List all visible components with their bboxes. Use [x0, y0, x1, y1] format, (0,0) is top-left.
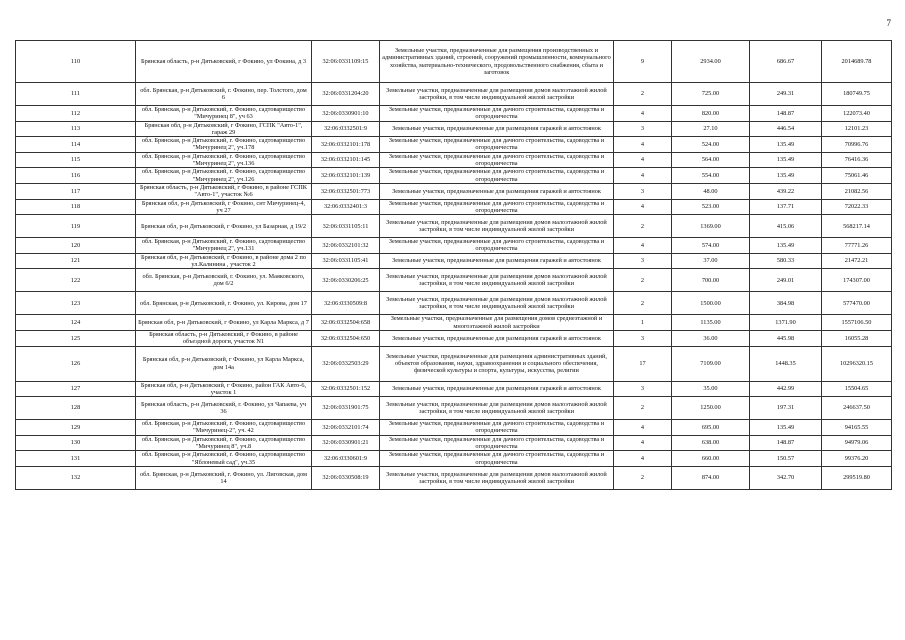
table-row: [16, 215, 892, 238]
use-group-cell: 2: [614, 83, 672, 106]
use-group-cell: 2: [614, 292, 672, 315]
area-cell: 524.00: [672, 137, 750, 153]
cadastral-value-cell: 10296320.15: [822, 346, 892, 381]
cadastral-number-cell: 32:06:0332101:139: [312, 168, 380, 184]
permitted-use-cell: Земельные участки, предназначенные для размещения гаражей и автостоянок: [380, 121, 614, 137]
row-number-cell: 131: [16, 451, 136, 467]
use-group-cell: 4: [614, 106, 672, 122]
row-number-cell: 119: [16, 215, 136, 238]
table-row: [16, 121, 892, 137]
area-cell: 700.00: [672, 269, 750, 292]
table-row: [16, 199, 892, 215]
row-number-cell: 130: [16, 435, 136, 451]
row-number-cell: 128: [16, 397, 136, 420]
specific-value-cell: 1448.35: [750, 346, 822, 381]
use-group-cell: 2: [614, 466, 672, 489]
specific-value-cell: 445.98: [750, 330, 822, 346]
area-cell: 660.00: [672, 451, 750, 467]
table-row: [16, 397, 892, 420]
row-number-cell: 132: [16, 466, 136, 489]
cadastral-number-cell: 32:06:0332101:145: [312, 152, 380, 168]
specific-value-cell: 135.49: [750, 137, 822, 153]
cadastral-value-cell: 75061.46: [822, 168, 892, 184]
area-cell: 48.00: [672, 183, 750, 199]
cadastral-value-cell: 174307.00: [822, 269, 892, 292]
permitted-use-cell: Земельные участки, предназначенные для размещения гаражей и автостоянок: [380, 183, 614, 199]
cadastral-value-cell: 94979.06: [822, 435, 892, 451]
permitted-use-cell: Земельные участки, предназначенные для дачного строительства, садоводства и огородничества: [380, 238, 614, 254]
cadastral-number-cell: 32:06:0331901:75: [312, 397, 380, 420]
row-number-cell: 124: [16, 315, 136, 331]
table-row: [16, 292, 892, 315]
cadastral-number-cell: 32:06:0332101:74: [312, 420, 380, 436]
table-row: [16, 451, 892, 467]
table-row: [16, 315, 892, 331]
use-group-cell: 4: [614, 451, 672, 467]
table-row: [16, 238, 892, 254]
table-row: [16, 137, 892, 153]
specific-value-cell: 135.49: [750, 152, 822, 168]
use-group-cell: 9: [614, 41, 672, 83]
address-cell: Брянская обл, р-н Дятьковский, г Фокино, снт Мичуринец-4, уч 27: [136, 199, 312, 215]
land-valuation-table: [15, 40, 892, 490]
cadastral-number-cell: 32:06:0331109:15: [312, 41, 380, 83]
cadastral-number-cell: 32:06:0332501:773: [312, 183, 380, 199]
use-group-cell: 1: [614, 315, 672, 331]
cadastral-value-cell: 577470.00: [822, 292, 892, 315]
row-number-cell: 118: [16, 199, 136, 215]
area-cell: 36.00: [672, 330, 750, 346]
cadastral-value-cell: 1557106.50: [822, 315, 892, 331]
specific-value-cell: 1371.90: [750, 315, 822, 331]
cadastral-value-cell: 72022.33: [822, 199, 892, 215]
address-cell: Брянская область, р-н Дятьковский, г. Фокино, ул Чапаева, уч 36: [136, 397, 312, 420]
permitted-use-cell: Земельные участки, предназначенные для размещения домов среднеэтажной и многоэтажной жилой застройки: [380, 315, 614, 331]
use-group-cell: 4: [614, 137, 672, 153]
specific-value-cell: 686.67: [750, 41, 822, 83]
use-group-cell: 3: [614, 253, 672, 269]
area-cell: 1250.00: [672, 397, 750, 420]
use-group-cell: 3: [614, 121, 672, 137]
use-group-cell: 4: [614, 199, 672, 215]
address-cell: Брянская область, р-н Дятьковский, г Фокино, ул Фокина, д 3: [136, 41, 312, 83]
table-row: [16, 435, 892, 451]
use-group-cell: 4: [614, 168, 672, 184]
address-cell: обл. Брянская, р-н Дятьковский, г. Фокино, садтоварищество "Мичуринец 8", уч 63: [136, 106, 312, 122]
cadastral-number-cell: 32:06:0332501:9: [312, 121, 380, 137]
cadastral-value-cell: 21472.21: [822, 253, 892, 269]
permitted-use-cell: Земельные участки, предназначенные для размещения домов малоэтажной жилой застройки, в том числе индивидуальной жилой застройки: [380, 83, 614, 106]
permitted-use-cell: Земельные участки, предназначенные для размещения административных зданий, объектов образования, науки, здравоохранения и социального обеспечения, физической культуры и спорта, культуры, искусства, религии: [380, 346, 614, 381]
row-number-cell: 111: [16, 83, 136, 106]
permitted-use-cell: Земельные участки, предназначенные для дачного строительства, садоводства и огородничества: [380, 168, 614, 184]
row-number-cell: 123: [16, 292, 136, 315]
address-cell: Брянская обл, р-н Дятьковский, г Фокино, ГСПК "Авто-1", гараж 29: [136, 121, 312, 137]
permitted-use-cell: Земельные участки, предназначенные для дачного строительства, садоводства и огородничества: [380, 137, 614, 153]
cadastral-value-cell: 180749.75: [822, 83, 892, 106]
permitted-use-cell: Земельные участки, предназначенные для дачного строительства, садоводства и огородничества: [380, 420, 614, 436]
table-row: [16, 152, 892, 168]
use-group-cell: 4: [614, 435, 672, 451]
address-cell: Брянская обл, р-н Дятьковский, г Фокино, ул Базарная, д 19/2: [136, 215, 312, 238]
use-group-cell: 3: [614, 330, 672, 346]
cadastral-number-cell: 32:06:0330901:10: [312, 106, 380, 122]
specific-value-cell: 150.57: [750, 451, 822, 467]
cadastral-value-cell: 12101.23: [822, 121, 892, 137]
specific-value-cell: 135.49: [750, 168, 822, 184]
permitted-use-cell: Земельные участки, предназначенные для размещения домов малоэтажной жилой застройки, в том числе индивидуальной жилой застройки: [380, 397, 614, 420]
address-cell: обл. Брянская, р-н Дятьковский, г. Фокино, садтоварищество "Мичуринец 2", уч.178: [136, 137, 312, 153]
cadastral-value-cell: 99376.20: [822, 451, 892, 467]
cadastral-number-cell: 32:06:0332401:3: [312, 199, 380, 215]
row-number-cell: 122: [16, 269, 136, 292]
area-cell: 35.00: [672, 381, 750, 397]
address-cell: обл. Брянская, р-н Дятьковский, г. Фокино, пер. Толстого, дом 6: [136, 83, 312, 106]
table-row: [16, 253, 892, 269]
address-cell: Брянская обл, р-н Дятьковский, г Фокино, в районе дома 2 по ул.Калинина , участок 2: [136, 253, 312, 269]
table-row: [16, 41, 892, 83]
cadastral-number-cell: 32:06:0331105:11: [312, 215, 380, 238]
cadastral-number-cell: 32:06:0332504:650: [312, 330, 380, 346]
row-number-cell: 120: [16, 238, 136, 254]
address-cell: обл. Брянская, р-н Дятьковский, г. Фокино, садтоварищество "Яблоневый сад", уч.35: [136, 451, 312, 467]
area-cell: 564.00: [672, 152, 750, 168]
area-cell: 820.00: [672, 106, 750, 122]
cadastral-number-cell: 32:06:0331204:20: [312, 83, 380, 106]
use-group-cell: 2: [614, 397, 672, 420]
area-cell: 7109.00: [672, 346, 750, 381]
permitted-use-cell: Земельные участки, предназначенные для размещения гаражей и автостоянок: [380, 381, 614, 397]
use-group-cell: 4: [614, 420, 672, 436]
use-group-cell: 17: [614, 346, 672, 381]
cadastral-number-cell: 32:06:0332101:178: [312, 137, 380, 153]
permitted-use-cell: Земельные участки, предназначенные для размещения домов малоэтажной жилой застройки, в том числе индивидуальной жилой застройки: [380, 292, 614, 315]
area-cell: 695.00: [672, 420, 750, 436]
cadastral-number-cell: 32:06:0330601:9: [312, 451, 380, 467]
table-row: [16, 346, 892, 381]
specific-value-cell: 249.31: [750, 83, 822, 106]
specific-value-cell: 137.71: [750, 199, 822, 215]
cadastral-number-cell: 32:06:0330901:21: [312, 435, 380, 451]
address-cell: обл. Брянская, р-н Дятьковский, г. Фокино, садтоварищество "Мичуринец 2", уч.131: [136, 238, 312, 254]
cadastral-number-cell: 32:06:0332101:32: [312, 238, 380, 254]
row-number-cell: 126: [16, 346, 136, 381]
page-number: 7: [886, 18, 891, 28]
specific-value-cell: 135.49: [750, 420, 822, 436]
table-row: [16, 330, 892, 346]
row-number-cell: 115: [16, 152, 136, 168]
cadastral-value-cell: 122073.40: [822, 106, 892, 122]
specific-value-cell: 148.87: [750, 106, 822, 122]
table-row: [16, 381, 892, 397]
row-number-cell: 129: [16, 420, 136, 436]
address-cell: Брянская обл, р-н Дятьковский, г Фокино, ул Карла Маркса, д 7: [136, 315, 312, 331]
address-cell: обл. Брянская, р-н Дятьковский, г. Фокино, ул. Маяковского, дом 6/2: [136, 269, 312, 292]
address-cell: обл. Брянская, р-н Дятьковский, г. Фокино, ул. Лиговская, дом 14: [136, 466, 312, 489]
cadastral-number-cell: 32:06:0330509:8: [312, 292, 380, 315]
row-number-cell: 116: [16, 168, 136, 184]
specific-value-cell: 135.49: [750, 238, 822, 254]
specific-value-cell: 442.99: [750, 381, 822, 397]
specific-value-cell: 148.87: [750, 435, 822, 451]
address-cell: Брянская область, р-н Дятьковский, г Фокино, в районе объездной дороги, участок N1: [136, 330, 312, 346]
specific-value-cell: 580.33: [750, 253, 822, 269]
permitted-use-cell: Земельные участки, предназначенные для размещения производственных и административных зданий, строений, сооружений промышленности, коммунального хозяйства, материально-технического, продовольственного снабжения, сбыта и заготовок: [380, 41, 614, 83]
table-row: [16, 466, 892, 489]
area-cell: 1500.00: [672, 292, 750, 315]
cadastral-value-cell: 77771.26: [822, 238, 892, 254]
permitted-use-cell: Земельные участки, предназначенные для дачного строительства, садоводства и огородничества: [380, 435, 614, 451]
address-cell: обл. Брянская, р-н Дятьковский, г. Фокино, садтоварищество "Мичуринец 8", уч.8: [136, 435, 312, 451]
permitted-use-cell: Земельные участки, предназначенные для дачного строительства, садоводства и огородничества: [380, 451, 614, 467]
permitted-use-cell: Земельные участки, предназначенные для размещения домов малоэтажной жилой застройки, в том числе индивидуальной жилой застройки: [380, 269, 614, 292]
table-row: [16, 83, 892, 106]
use-group-cell: 4: [614, 152, 672, 168]
permitted-use-cell: Земельные участки, предназначенные для дачного строительства, садоводства и огородничества: [380, 106, 614, 122]
permitted-use-cell: Земельные участки, предназначенные для размещения домов малоэтажной жилой застройки, в том числе индивидуальной жилой застройки: [380, 215, 614, 238]
permitted-use-cell: Земельные участки, предназначенные для размещения домов малоэтажной жилой застройки, в том числе индивидуальной жилой застройки: [380, 466, 614, 489]
specific-value-cell: 342.70: [750, 466, 822, 489]
area-cell: 37.00: [672, 253, 750, 269]
row-number-cell: 114: [16, 137, 136, 153]
address-cell: Брянская обл, р-н Дятьковский, г Фокино, район ГАК Авто-6, участок 1: [136, 381, 312, 397]
cadastral-value-cell: 299519.80: [822, 466, 892, 489]
cadastral-number-cell: 32:06:0332503:29: [312, 346, 380, 381]
table-row: [16, 183, 892, 199]
area-cell: 2934.00: [672, 41, 750, 83]
cadastral-value-cell: 70996.76: [822, 137, 892, 153]
area-cell: 1135.00: [672, 315, 750, 331]
specific-value-cell: 249.01: [750, 269, 822, 292]
cadastral-value-cell: 21082.56: [822, 183, 892, 199]
row-number-cell: 112: [16, 106, 136, 122]
use-group-cell: 4: [614, 238, 672, 254]
address-cell: Брянская обл, р-н Дятьковский, г Фокино, ул Карла Маркса, дом 14а: [136, 346, 312, 381]
cadastral-number-cell: 32:06:0332501:152: [312, 381, 380, 397]
row-number-cell: 117: [16, 183, 136, 199]
cadastral-number-cell: 32:06:0330206:25: [312, 269, 380, 292]
cadastral-value-cell: 246637.50: [822, 397, 892, 420]
area-cell: 27.10: [672, 121, 750, 137]
permitted-use-cell: Земельные участки, предназначенные для размещения гаражей и автостоянок: [380, 330, 614, 346]
row-number-cell: 113: [16, 121, 136, 137]
address-cell: обл. Брянская, р-н Дятьковский, г. Фокино, садтоварищество "Мичуринец 2", уч.136: [136, 152, 312, 168]
use-group-cell: 3: [614, 381, 672, 397]
row-number-cell: 127: [16, 381, 136, 397]
cadastral-value-cell: 2014689.78: [822, 41, 892, 83]
specific-value-cell: 197.31: [750, 397, 822, 420]
address-cell: Брянская область, р-н Дятьковский, г Фокино, в районе ГСПК "Авто-1", участок №6: [136, 183, 312, 199]
table-row: [16, 168, 892, 184]
cadastral-value-cell: 568217.14: [822, 215, 892, 238]
address-cell: обл. Брянская, р-н Дятьковский, г. Фокино, ул. Кирова, дом 17: [136, 292, 312, 315]
area-cell: 874.00: [672, 466, 750, 489]
permitted-use-cell: Земельные участки, предназначенные для размещения гаражей и автостоянок: [380, 253, 614, 269]
area-cell: 523.00: [672, 199, 750, 215]
use-group-cell: 3: [614, 183, 672, 199]
area-cell: 574.00: [672, 238, 750, 254]
cadastral-value-cell: 94165.55: [822, 420, 892, 436]
specific-value-cell: 446.54: [750, 121, 822, 137]
address-cell: обл. Брянская, р-н Дятьковский, г. Фокино, садтоварищество "Мичуринец-2", уч. 42: [136, 420, 312, 436]
cadastral-value-cell: 15504.65: [822, 381, 892, 397]
row-number-cell: 121: [16, 253, 136, 269]
permitted-use-cell: Земельные участки, предназначенные для дачного строительства, садоводства и огородничества: [380, 152, 614, 168]
use-group-cell: 2: [614, 269, 672, 292]
specific-value-cell: 384.98: [750, 292, 822, 315]
permitted-use-cell: Земельные участки, предназначенные для дачного строительства, садоводства и огородничества: [380, 199, 614, 215]
address-cell: обл. Брянская, р-н Дятьковский, г. Фокино, садтоварищество "Мичуринец 2", уч.126: [136, 168, 312, 184]
table-row: [16, 106, 892, 122]
cadastral-number-cell: 32:06:0330508:19: [312, 466, 380, 489]
cadastral-value-cell: 76416.36: [822, 152, 892, 168]
table-row: [16, 269, 892, 292]
use-group-cell: 2: [614, 215, 672, 238]
area-cell: 1369.00: [672, 215, 750, 238]
row-number-cell: 125: [16, 330, 136, 346]
area-cell: 725.00: [672, 83, 750, 106]
row-number-cell: 110: [16, 41, 136, 83]
area-cell: 638.00: [672, 435, 750, 451]
specific-value-cell: 415.06: [750, 215, 822, 238]
cadastral-value-cell: 16055.28: [822, 330, 892, 346]
area-cell: 554.00: [672, 168, 750, 184]
cadastral-number-cell: 32:06:0332504:658: [312, 315, 380, 331]
table-row: [16, 420, 892, 436]
cadastral-number-cell: 32:06:0331105:41: [312, 253, 380, 269]
specific-value-cell: 439.22: [750, 183, 822, 199]
